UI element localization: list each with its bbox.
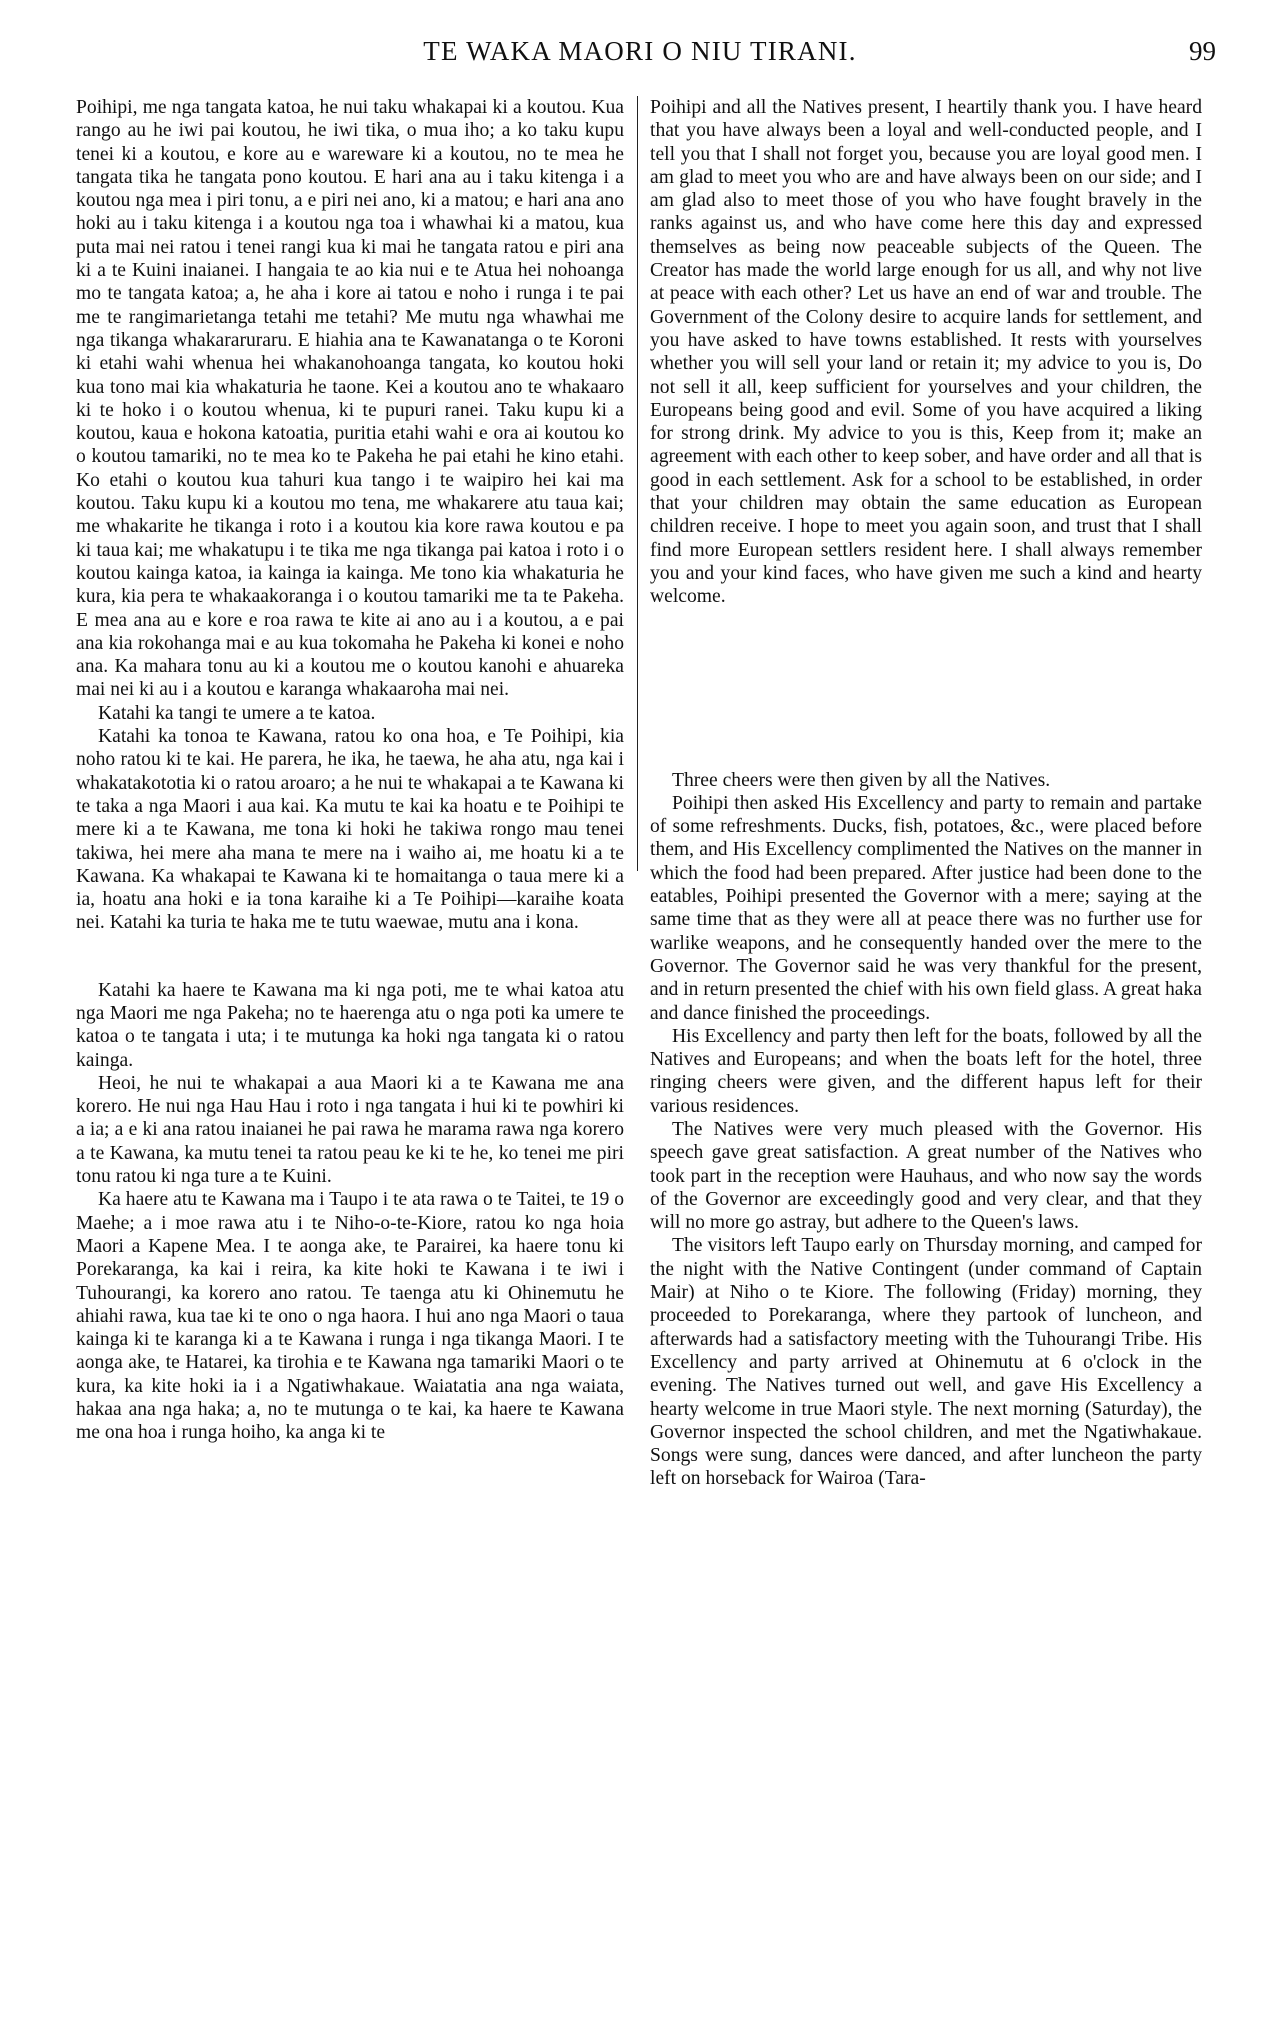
running-head	[0, 36, 1280, 76]
paragraph: Katahi ka tonoa te Kawana, ratou ko ona hoa, e Te Poihipi, kia noho ratou ki te kai. He parera, he ika, he taewa, he aha atu, nga kai i whakatakototia ki o ratou aroaro; a he nui te whakapai a te Kawana ki te taka a nga Maori i aua kai. Ka mutu te kai ka hoatu e te Poihipi te mere ki a te Kawana, me tona ki hoki he takiwa rongo mau tenei takiwa, hei mere aha mana te mere na i waiho ai, me hoatu ki a te Kawana. Ka whakapai te Kawana ki te homaitanga o taua mere ki a ia, hoatu ana hoki e ia tona karaihe ki a Te Poihipi—karaihe koata nei. Katahi ka turia te haka me te tutu waewae, mutu ana i kona.	[76, 726, 624, 934]
paragraph: Poihipi then asked His Excellency and party to remain and partake of some refreshments. Ducks, fish, potatoes, &c., were placed before them, and His Excellency complimented the Natives on the manner in which the food had been prepared. After justice had been done to the eatables, Poihipi presented the Governor with a mere; saying at the same time that as they were all at peace there was no further use for warlike weapons, and he consequently handed over the mere to the Governor. The Governor said he was very thankful for the present, and in return presented the chief with his own field glass. A great haka and dance finished the proceedings.	[650, 792, 1202, 1024]
column-gap	[76, 935, 624, 979]
paragraph: Ka haere atu te Kawana ma i Taupo i te ata rawa o te Taitei, te 19 o Maehe; a i moe rawa atu i te Niho-o-te-Kiore, ratou ko nga hoia Maori a Kapene Mea. I te aonga ake, te Parairei, ka haere tonu ki Porekaranga, ka kai i reira, ka kite hoki te Kawana i te iwi i Tuhourangi, ka korero ano ratou. Te taenga atu ki Ohinemutu he ahiahi rawa, kua tae ki te ono o nga haora. I hui ano nga Maori o taua kainga ki te karanga ki a te Kawana i runga i nga tikanga Maori. I te aonga ake, te Hatarei, ka tirohia e te Kawana nga tamariki Maori o te kura, ka kite hoki ia i a Ngatiwhakaue. Waiatatia ana nga waiata, hakaa ana nga haka; a, no te mutunga o te kai, ka haere te Kawana me ona hoa i runga hoiho, ka anga ki te	[76, 1189, 624, 1444]
paragraph: His Excellency and party then left for the boats, followed by all the Natives and Europeans; and when the boats left for the hotel, three ringing cheers were given, and the different hapus left for their various residences.	[650, 1025, 1202, 1117]
paragraph: Heoi, he nui te whakapai a aua Maori ki a te Kawana me ana korero. He nui nga Hau Hau i roto i nga tangata i hui ki te powhiri ki a ia; a e ki ana ratou inaianei he pai rawa he marama rawa nga korero a te Kawana, ka mutu tenei ta ratou peau ke ki te he, ko tenei me piri tonu ratou ki nga ture a te Kuini.	[76, 1072, 624, 1188]
paragraph: Poihipi and all the Natives present, I heartily thank you. I have heard that you have always been a loyal and well-conducted people, and I tell you that I shall not forget you, because you are loyal good men. I am glad to meet you who are and have always been on our side; and I am glad also to meet those of you who have fought bravely in the ranks against us, and who have come here this day and expressed themselves as being now peaceable subjects of the Queen. The Creator has made the world large enough for us all, and why not live at peace with each other? Let us have an end of war and trouble. The Government of the Colony desire to acquire lands for settlement, and you have asked to have towns established. It rests with yourselves whether you will sell your land or retain it; my advice to you is, Do not sell it all, keep sufficient for yourselves and your children, the Europeans being good and evil. Some of you have acquired a liking for strong drink. My advice to you is this, Keep from it; make an agreement with each other to keep sober, and have order and all that is good in each settlement. Ask for a school to be established, in order that your children may obtain the same education as European children receive. I hope to meet you again soon, and trust that I shall find more European settlers resident here. I shall always remember you and your kind faces, who have given me such a kind and hearty welcome.	[650, 97, 1202, 608]
page-number: 99	[1189, 36, 1216, 66]
paragraph: The visitors left Taupo early on Thursday morning, and camped for the night with the Native Contingent (under command of Captain Mair) at Niho o te Kiore. The following (Friday) morning, they proceeded to Porekaranga, where they partook of luncheon, and afterwards had a satisfactory meeting with the Tuhourangi Tribe. His Excellency and party arrived at Ohinemutu at 6 o'clock in the evening. The Natives turned out well, and gave His Excellency a hearty welcome in true Maori style. The next morning (Saturday), the Governor inspected the school children, and met the Ngatiwhakaue. Songs were sung, dances were danced, and after luncheon the party left on horseback for Wairoa (Tara-	[650, 1235, 1202, 1490]
paragraph: Katahi ka tangi te umere a te katoa.	[98, 702, 376, 724]
maori-text-column	[76, 96, 624, 1445]
paragraph: Katahi ka haere te Kawana ma ki nga poti, me te whai katoa atu nga Maori me nga Pakeha; no te haerenga atu o nga poti ka umere te katoa o te tangata i uta; i te mutunga ka hoki nga tangata ki o ratou kainga.	[76, 979, 624, 1071]
page-title: TE WAKA MAORI O NIU TIRANI.	[423, 36, 857, 66]
english-text-column	[650, 96, 1202, 1491]
column-divider	[637, 96, 638, 871]
column-gap	[650, 609, 1202, 769]
paragraph: Three cheers were then given by all the Natives.	[672, 769, 1051, 791]
paragraph: The Natives were very much pleased with the Governor. His speech gave great satisfaction. A great number of the Natives who took part in the reception were Hauhaus, and who now say the words of the Governor are exceedingly good and very clear, and that they will no more go astray, but adhere to the Queen's laws.	[650, 1118, 1202, 1234]
paragraph: Poihipi, me nga tangata katoa, he nui taku whakapai ki a koutou. Kua rango au he iwi pai koutou, he iwi tika, o mua iho; a ko taku kupu tenei ki a koutou, e kore au e wareware ki a koutou, no te mea he tangata tika he tangata pono koutou. E hari ana au i taku kitenga i a koutou nga mea i piri tonu, a e piri nei ano, ki a matou; e hari ana ano hoki au i taku kitenga i a koutou nga toa i whawhai ki a matou, kua puta mai nei ratou i tenei rangi kua ki mai he tangata ratou e piri ana ki a te Kuini inaianei. I hangaia te ao kia nui e te Atua hei nohoanga mo te tangata katoa; a, he aha i kore ai tatou e noho i runga i te pai me te rangimarietanga tetahi me tetahi? Me mutu nga whawhai me nga tikanga whakararuraru. E hiahia ana te Kawanatanga o te Koroni ki etahi wahi whenua hei whakanohoanga tangata, ko koutou hoki kua tono mai kia whakaturia he taone. Kei a koutou ano te whakaaro ki te hoko i o koutou whenua, ki te pupuri ranei. Taku kupu ki a koutou, kaua e hokona katoatia, puritia etahi wahi e ora ai koutou ko o koutou tamariki, no te mea ko te Pakeha he pai etahi he kino etahi. Ko etahi o koutou kua tahuri kua tango i te waipiro hei kai ma koutou. Taku kupu ki a koutou mo tena, me whakarere atu taua kai; me whakarite he tikanga i roto i a koutou kia kore rawa koutou e pa ki taua kai; me whakatupu i te tika me nga tikanga pai katoa i roto i o koutou kainga katoa, ia kainga ia kainga. Me tono kia whakaturia he kura, kia pera te whakaakoranga i o koutou tamariki me ta te Pakeha. E mea ana au e kore e roa rawa te kite ai ano au i a koutou, a e pai ana kia rokohanga mai e au kua tokomaha he Pakeha ki konei e noho ana. Ka mahara tonu au ki a koutou me o koutou kanohi e ahuareka mai nei ki au i a koutou e karanga whakaaroha mai nei.	[76, 97, 624, 701]
